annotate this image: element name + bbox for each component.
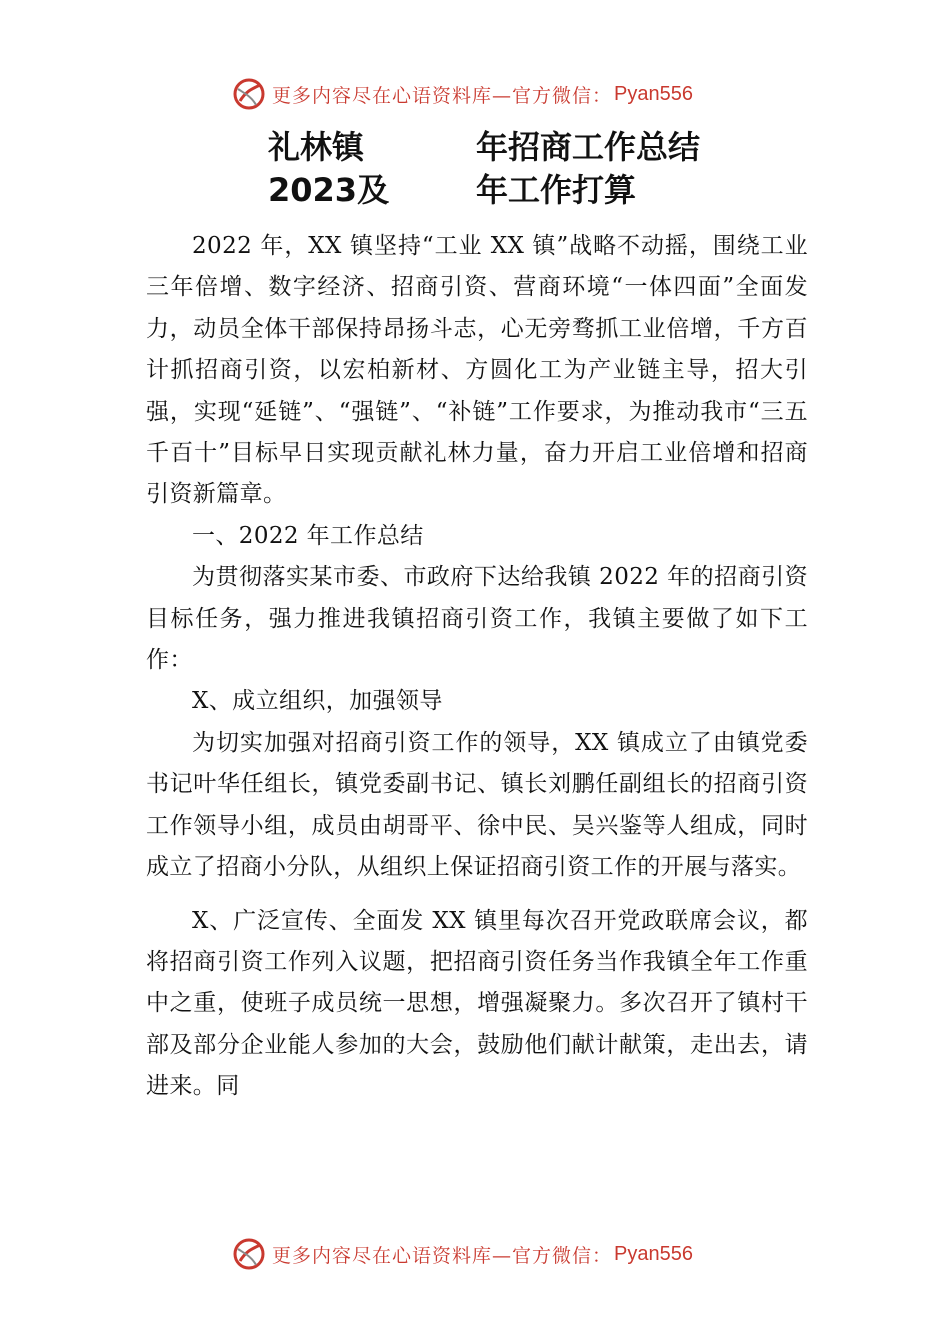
title-line1-right: 年招商工作总结 — [476, 128, 701, 166]
paragraph-publicity: X、广泛宣传、全面发 XX 镇里每次召开党政联席会议，都将招商引资工作列入议题，把招商引资任务当作我镇全年工作重中之重，使班子成员统一思想，增强凝聚力。多次召开了镇村干部及部分企业能人参加的大会，鼓励他们献计献策，走出去，请进来。同 — [146, 907, 808, 1100]
subheading-organization: X、成立组织，加强领导 — [192, 688, 443, 715]
logo-icon — [232, 1237, 266, 1271]
intro-paragraph: 2022 年，XX 镇坚持“工业 XX 镇”战略不动摇，围绕工业三年倍增、数字经济、招商引资、营商环境“一体四面”全面发力，动员全体干部保持昂扬斗志，心无旁骛抓工业倍增，千方百计抓招商引资，以宏柏新材、方圆化工为产业链主导，招大引强，实现“延链”、“强链”、“补链”工作要求，为推动我市“三五千百十”目标早日实现贡献礼林力量，奋力开启工业倍增和招商引资新篇章。 — [146, 233, 808, 508]
watermark-header — [232, 74, 693, 114]
document-body — [146, 226, 808, 1108]
watermark-text: 更多内容尽在心语资料库—官方微信： — [272, 84, 613, 107]
watermark-text: 更多内容尽在心语资料库—官方微信： — [272, 1244, 613, 1267]
title-line1-left: 礼林镇 — [268, 128, 365, 166]
logo-icon — [232, 77, 266, 111]
title-line2-right: 年工作打算 — [476, 171, 637, 209]
watermark-wechat-id: Pyan556 — [614, 1242, 693, 1265]
title-line2-left: 2023及 — [268, 171, 390, 209]
watermark-wechat-id: Pyan556 — [614, 82, 693, 105]
paragraph-organization: 为切实加强对招商引资工作的领导，XX 镇成立了由镇党委书记叶华任组长，镇党委副书记、镇长刘鹏任副组长的招商引资工作领导小组，成员由胡哥平、徐中民、吴兴鉴等人组成，同时成立了招商小分队，从组织上保证招商引资工作的开展与落实。 — [146, 729, 808, 881]
section-heading-summary: 一、2022 年工作总结 — [192, 522, 424, 549]
watermark-footer — [232, 1234, 693, 1274]
paragraph-task-intro: 为贯彻落实某市委、市政府下达给我镇 2022 年的招商引资目标任务，强力推进我镇招商引资工作，我镇主要做了如下工作： — [146, 564, 808, 674]
